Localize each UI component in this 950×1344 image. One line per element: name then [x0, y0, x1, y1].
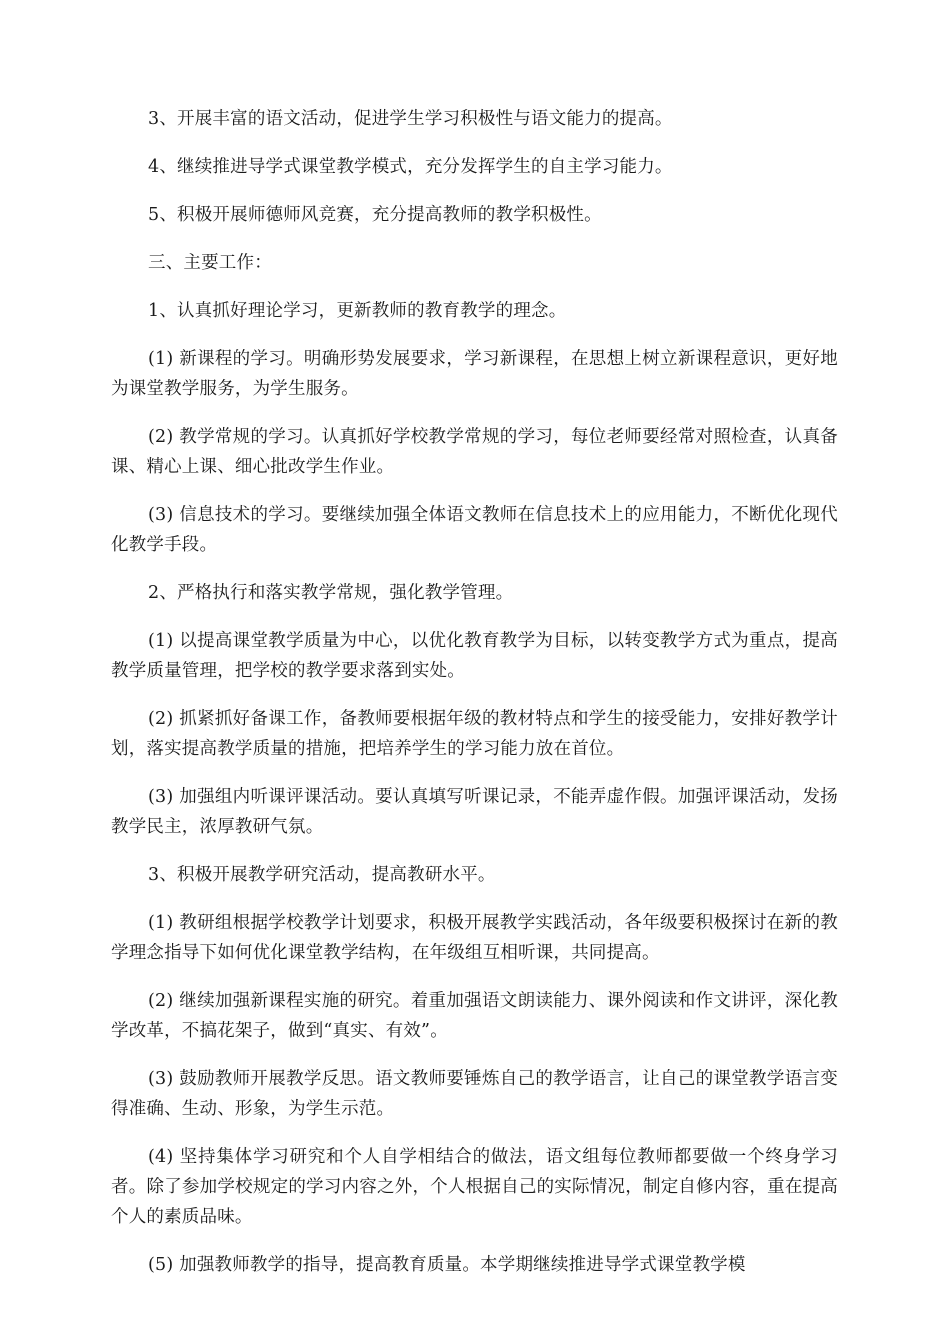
- paragraph-work-3: 3、积极开展教学研究活动，提高教研水平。: [148, 865, 496, 885]
- paragraph-work-3-item-4: (4) 坚持集体学习研究和个人自学相结合的做法，语文组每位教师都要做一个终身学习者。除了参加学校规定的学习内容之外，个人根据自己的实际情况，制定自修内容，重在提高个人的素质品味。: [111, 1147, 838, 1227]
- paragraph-work-1-item-3: (3) 信息技术的学习。要继续加强全体语文教师在信息技术上的应用能力，不断优化现代化教学手段。: [111, 505, 838, 555]
- paragraph-work-3-item-1: (1) 教研组根据学校教学计划要求，积极开展教学实践活动，各年级要积极探讨在新的教学理念指导下如何优化课堂教学结构，在年级组互相听课，共同提高。: [111, 913, 838, 963]
- section-heading-main-work: 三、主要工作：: [148, 253, 272, 273]
- paragraph-work-3-item-5: (5) 加强教师教学的指导，提高教育质量。本学期继续推进导学式课堂教学模: [148, 1255, 746, 1275]
- paragraph-work-1-item-2: (2) 教学常规的学习。认真抓好学校教学常规的学习，每位老师要经常对照检查，认真备课、精心上课、细心批改学生作业。: [111, 427, 838, 477]
- paragraph-work-3-item-2: (2) 继续加强新课程实施的研究。着重加强语文朗读能力、课外阅读和作文讲评，深化教学改革，不搞花架子，做到“真实、有效”。: [111, 991, 838, 1041]
- paragraph-work-2-item-2: (2) 抓紧抓好备课工作，备教师要根据年级的教材特点和学生的接受能力，安排好教学计划，落实提高教学质量的措施，把培养学生的学习能力放在首位。: [111, 709, 838, 759]
- document-body: [111, 104, 838, 1298]
- paragraph-work-2-item-1: (1) 以提高课堂教学质量为中心，以优化教育教学为目标，以转变教学方式为重点，提高教学质量管理，把学校的教学要求落到实处。: [111, 631, 838, 681]
- paragraph-goal-4: 4、继续推进导学式课堂教学模式，充分发挥学生的自主学习能力。: [148, 157, 673, 177]
- paragraph-goal-3: 3、开展丰富的语文活动，促进学生学习积极性与语文能力的提高。: [148, 109, 673, 129]
- paragraph-work-1-item-1: (1) 新课程的学习。明确形势发展要求，学习新课程，在思想上树立新课程意识，更好地为课堂教学服务，为学生服务。: [111, 349, 838, 399]
- paragraph-work-1: 1、认真抓好理论学习，更新教师的教育教学的理念。: [148, 301, 567, 321]
- paragraph-work-2-item-3: (3) 加强组内听课评课活动。要认真填写听课记录，不能弄虚作假。加强评课活动，发扬教学民主，浓厚教研气氛。: [111, 787, 838, 837]
- paragraph-work-3-item-3: (3) 鼓励教师开展教学反思。语文教师要锤炼自己的教学语言，让自己的课堂教学语言变得准确、生动、形象，为学生示范。: [111, 1069, 838, 1119]
- paragraph-work-2: 2、严格执行和落实教学常规，强化教学管理。: [148, 583, 514, 603]
- paragraph-goal-5: 5、积极开展师德师风竞赛，充分提高教师的教学积极性。: [148, 205, 602, 225]
